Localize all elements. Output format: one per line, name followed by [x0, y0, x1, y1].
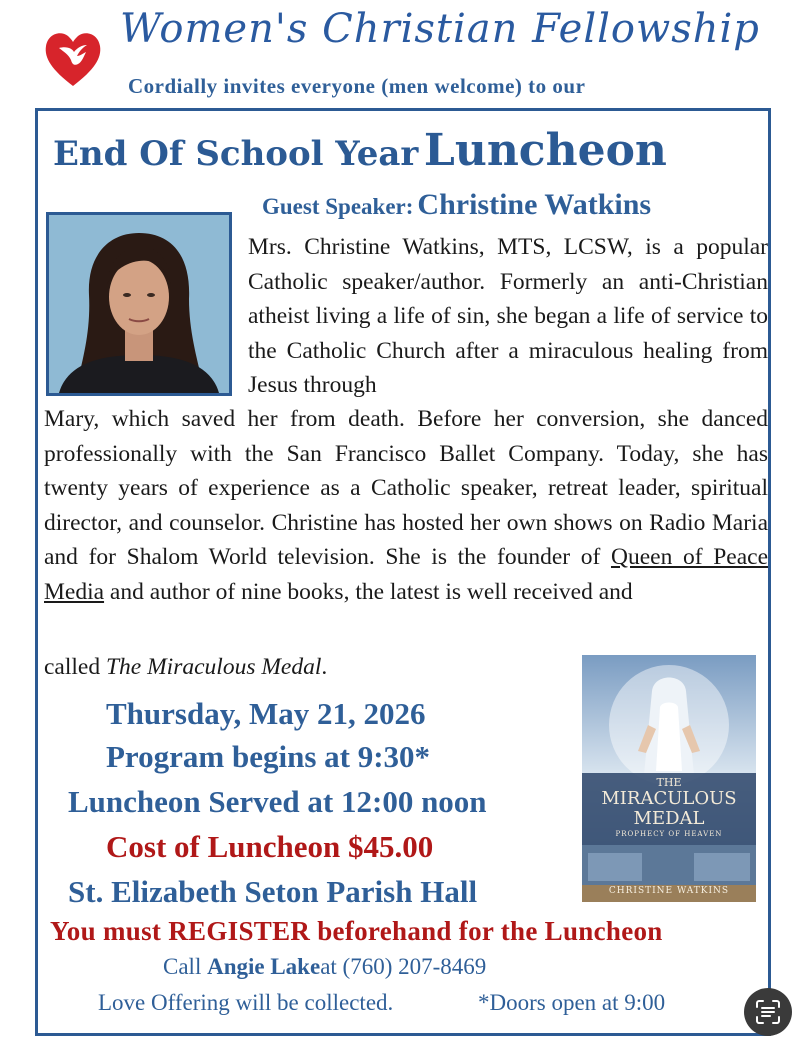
speaker-photo — [46, 212, 232, 396]
book-cover-author: CHRISTINE WATKINS — [608, 886, 730, 896]
book-cover-title — [582, 777, 756, 839]
speaker-bio-intro: Mrs. Christine Watkins, MTS, LCSW, is a popular Catholic speaker/author. Formerly an anti-Christian atheist living a life of sin, she began a life of service to the Catholic Church after a miraculous healing from Jesus through — [248, 234, 768, 398]
contact-name: Angie Lake — [207, 954, 321, 979]
guest-speaker-line — [262, 188, 651, 222]
queen-of-peace-media-link[interactable]: Queen of Peace Media — [44, 544, 768, 605]
book-cover-line2: MIRACULOUS — [601, 788, 737, 809]
book-cover-line3: MEDAL — [633, 808, 705, 829]
guest-speaker-label: Guest Speaker: — [262, 194, 414, 219]
text-scan-button[interactable] — [744, 988, 792, 1036]
book-cover-subtitle: PROPHECY OF HEAVEN — [615, 830, 723, 838]
contact-line — [163, 954, 486, 980]
program-start-time: Program begins at 9:30* — [106, 739, 431, 774]
speaker-bio-main — [44, 402, 768, 609]
luncheon-cost: Cost of Luncheon $45.00 — [106, 829, 434, 864]
luncheon-served-time: Luncheon Served at 12:00 noon — [68, 784, 487, 819]
event-title-part1: End Of School Year — [53, 134, 419, 174]
book-cover-image — [582, 655, 756, 902]
event-title — [53, 125, 667, 176]
event-title-part2: Luncheon — [423, 125, 667, 176]
doors-open-note: *Doors open at 9:00 — [478, 990, 666, 1015]
invitation-line: Cordially invites everyone (men welcome) to our — [128, 74, 586, 98]
speaker-bio-main-text: Mary, which saved her from death. Before her conversion, she danced professionally with the San Francisco Ballet Company. Today, she has twenty years of experience as a Catholic speaker, retreat leader, spiritual director, and counselor. Christine has hosted her own shows on Radio Maria and for Shalom World television. She is the founder of — [44, 406, 768, 570]
speaker-bio-main-continued: and author of nine books, the latest is well received and — [104, 578, 633, 605]
heart-dove-logo-icon — [42, 26, 104, 90]
contact-phone: at (760) 207-8469 — [320, 954, 487, 979]
book-cover-line1: THE — [656, 776, 682, 789]
registration-notice: You must REGISTER beforehand for the Luncheon — [50, 916, 663, 946]
contact-prefix: Call — [163, 954, 208, 979]
speaker-bio-last — [44, 650, 564, 685]
book-title-text: The Miraculous Medal — [105, 654, 322, 680]
guest-speaker-name: Christine Watkins — [417, 188, 652, 221]
organization-title: Women's Christian Fellowship — [120, 6, 760, 52]
bio-last-prefix: called — [44, 654, 106, 680]
event-date: Thursday, May 21, 2026 — [106, 696, 426, 731]
event-location: St. Elizabeth Seton Parish Hall — [68, 874, 478, 909]
love-offering-note: Love Offering will be collected. — [98, 990, 394, 1015]
text-scan-icon — [755, 999, 781, 1025]
bio-last-suffix: . — [321, 654, 328, 680]
